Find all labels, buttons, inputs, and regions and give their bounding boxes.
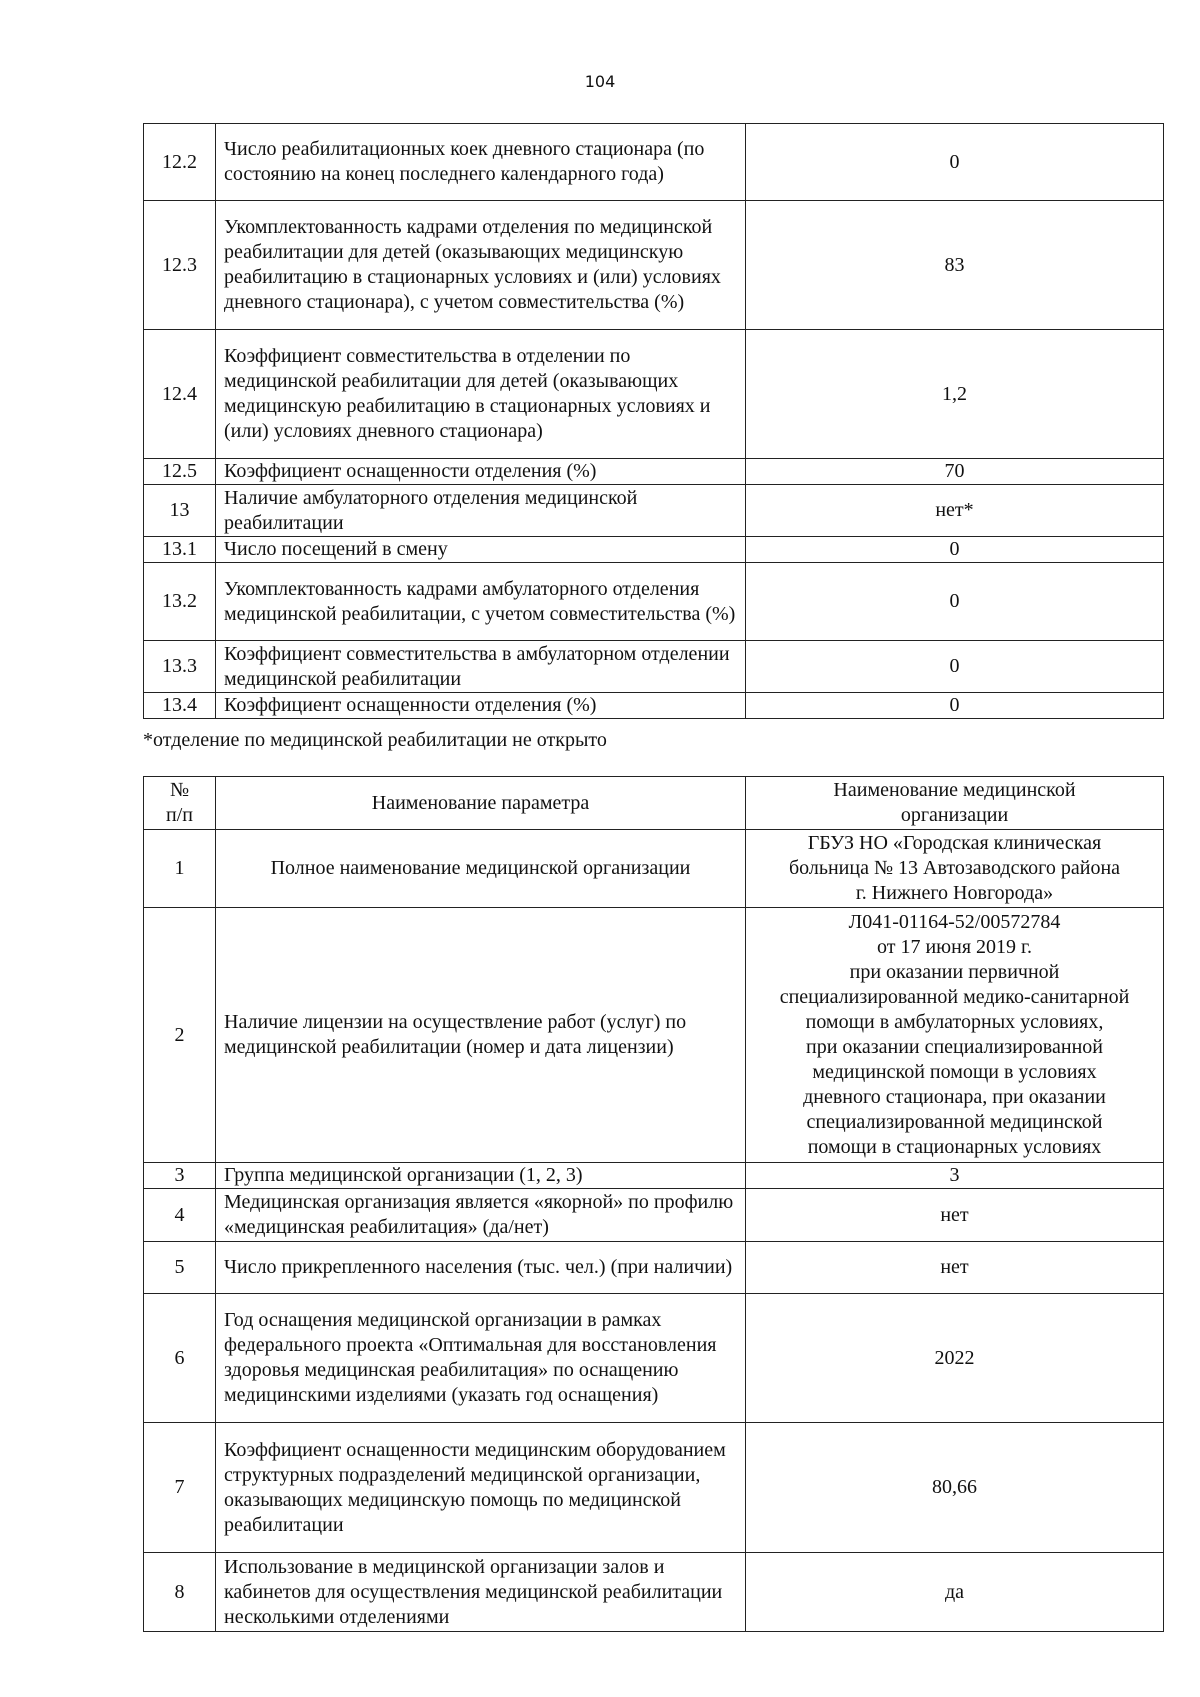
- parameter-value: да: [746, 1553, 1164, 1632]
- row-number: 13.1: [144, 537, 216, 563]
- header-organization: Наименование медицинской организации: [746, 777, 1164, 830]
- table-row: [144, 693, 1164, 719]
- table-row: [144, 330, 1164, 459]
- row-number: 13.3: [144, 641, 216, 693]
- table-header-row: [144, 777, 1164, 830]
- table-row: [144, 1189, 1164, 1242]
- parameter-name: Наличие лицензии на осуществление работ (услуг) по медицинской реабилитации (номер и дата лицензии): [216, 908, 746, 1163]
- row-number: 7: [144, 1423, 216, 1553]
- parameter-value: нет*: [746, 485, 1164, 537]
- row-number: 12.5: [144, 459, 216, 485]
- parameter-value: 0: [746, 641, 1164, 693]
- parameter-name: Число посещений в смену: [216, 537, 746, 563]
- row-number: 5: [144, 1242, 216, 1294]
- table-row: [144, 537, 1164, 563]
- row-number: 4: [144, 1189, 216, 1242]
- parameter-name: Год оснащения медицинской организации в рамках федерального проекта «Оптимальная для восстановления здоровья медицинская реабилитация» по оснащению медицинскими изделиями (указать год оснащения): [216, 1294, 746, 1423]
- table-row: [144, 1163, 1164, 1189]
- header-parameter: Наименование параметра: [216, 777, 746, 830]
- table-row: [144, 830, 1164, 908]
- parameter-name: Группа медицинской организации (1, 2, 3): [216, 1163, 746, 1189]
- row-number: 8: [144, 1553, 216, 1632]
- row-number: 6: [144, 1294, 216, 1423]
- table-row: [144, 563, 1164, 641]
- parameter-value: ГБУЗ НО «Городская клиническая больница № 13 Автозаводского района г. Нижнего Новгорода»: [746, 830, 1164, 908]
- row-number: 12.4: [144, 330, 216, 459]
- parameter-name: Коэффициент оснащенности отделения (%): [216, 459, 746, 485]
- parameter-value: 0: [746, 124, 1164, 201]
- parameter-value: 80,66: [746, 1423, 1164, 1553]
- row-number: 3: [144, 1163, 216, 1189]
- parameter-value: 3: [746, 1163, 1164, 1189]
- parameter-name: Полное наименование медицинской организации: [216, 830, 746, 908]
- parameter-value: 2022: [746, 1294, 1164, 1423]
- row-number: 13: [144, 485, 216, 537]
- parameter-name: Коэффициент оснащенности отделения (%): [216, 693, 746, 719]
- parameter-name: Медицинская организация является «якорной» по профилю «медицинская реабилитация» (да/нет): [216, 1189, 746, 1242]
- parameter-value: 83: [746, 201, 1164, 330]
- organization-info-table: [143, 776, 1164, 1632]
- table-row: [144, 201, 1164, 330]
- parameter-name: Использование в медицинской организации залов и кабинетов для осуществления медицинской реабилитации несколькими отделениями: [216, 1553, 746, 1632]
- parameter-name: Коэффициент оснащенности медицинским оборудованием структурных подразделений медицинской организации, оказывающих медицинскую помощь по медицинской реабилитации: [216, 1423, 746, 1553]
- row-number: 12.3: [144, 201, 216, 330]
- table-row: [144, 459, 1164, 485]
- parameter-value: нет: [746, 1242, 1164, 1294]
- parameter-value: Л041-01164-52/00572784 от 17 июня 2019 г. при оказании первичной специализированной медико-санитарной помощи в амбулаторных условиях, при оказании специализированной медицинской помощи в условиях дневного стационара, при оказании специализированной медицинской помощи в стационарных условиях: [746, 908, 1164, 1163]
- parameter-name: Коэффициент совместительства в амбулаторном отделении медицинской реабилитации: [216, 641, 746, 693]
- table-row: [144, 1294, 1164, 1423]
- parameter-name: Число прикрепленного населения (тыс. чел.) (при наличии): [216, 1242, 746, 1294]
- table-row: [144, 1553, 1164, 1632]
- page-number: 104: [584, 72, 616, 91]
- parameter-name: Наличие амбулаторного отделения медицинской реабилитации: [216, 485, 746, 537]
- parameter-value: 0: [746, 537, 1164, 563]
- row-number: 13.4: [144, 693, 216, 719]
- table-row: [144, 641, 1164, 693]
- row-number: 1: [144, 830, 216, 908]
- table-row: [144, 1242, 1164, 1294]
- parameter-name: Число реабилитационных коек дневного стационара (по состоянию на конец последнего календарного года): [216, 124, 746, 201]
- row-number: 2: [144, 908, 216, 1163]
- parameter-value: нет: [746, 1189, 1164, 1242]
- table-row: [144, 1423, 1164, 1553]
- parameter-name: Укомплектованность кадрами амбулаторного отделения медицинской реабилитации, с учетом совместительства (%): [216, 563, 746, 641]
- table-row: [144, 485, 1164, 537]
- rehabilitation-parameters-table: [143, 123, 1164, 719]
- footnote: *отделение по медицинской реабилитации не открыто: [143, 729, 607, 751]
- parameter-value: 70: [746, 459, 1164, 485]
- parameter-value: 0: [746, 693, 1164, 719]
- row-number: 12.2: [144, 124, 216, 201]
- parameter-value: 1,2: [746, 330, 1164, 459]
- row-number: 13.2: [144, 563, 216, 641]
- table-row: [144, 124, 1164, 201]
- parameter-name: Укомплектованность кадрами отделения по медицинской реабилитации для детей (оказывающих медицинскую реабилитацию в стационарных условиях и (или) условиях дневного стационара), с учетом совместительства (%): [216, 201, 746, 330]
- table-row: [144, 908, 1164, 1163]
- header-number: № п/п: [144, 777, 216, 830]
- parameter-name: Коэффициент совместительства в отделении по медицинской реабилитации для детей (оказывающих медицинскую реабилитацию в стационарных условиях и (или) условиях дневного стационара): [216, 330, 746, 459]
- parameter-value: 0: [746, 563, 1164, 641]
